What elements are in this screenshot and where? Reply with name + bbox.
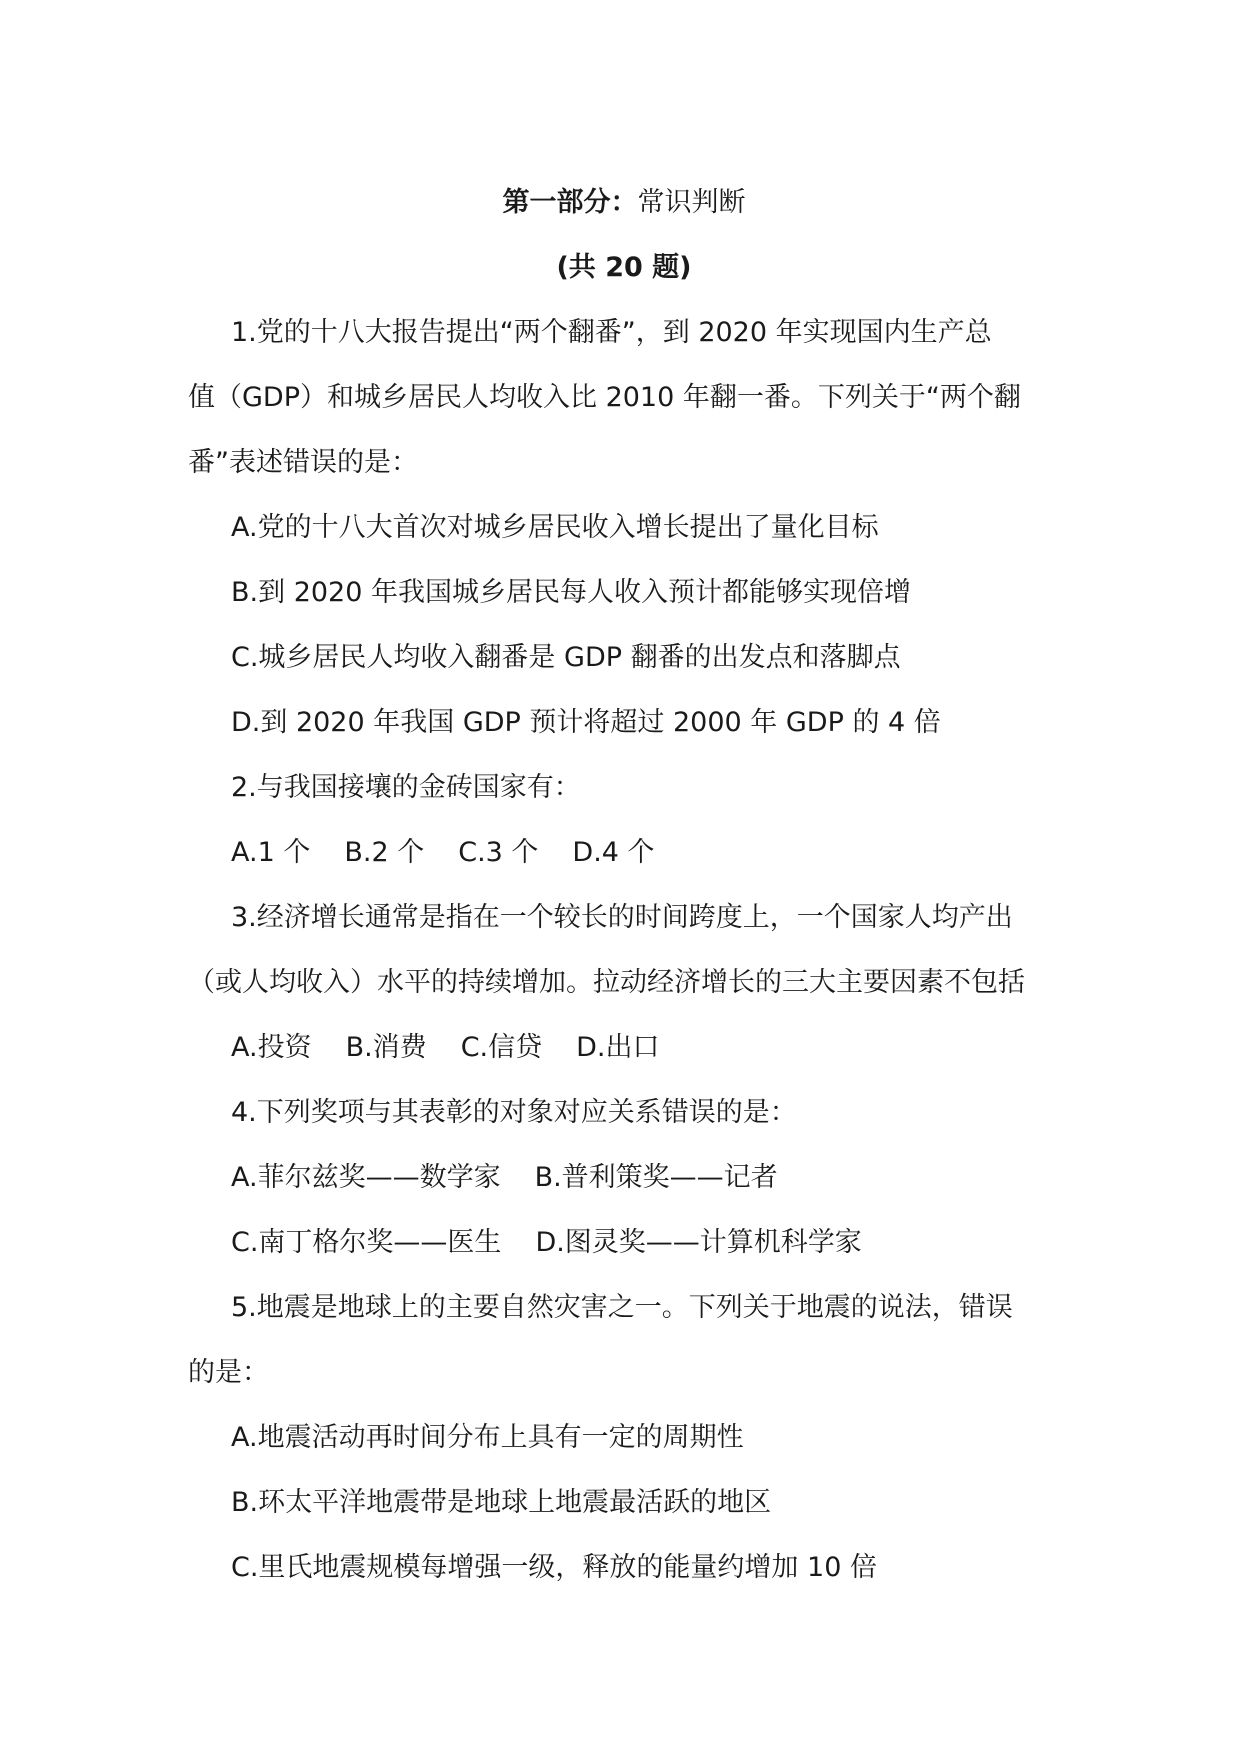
- question-4-option-d: D.图灵奖——计算机科学家: [535, 1227, 862, 1258]
- question-1-option-a: A.党的十八大首次对城乡居民收入增长提出了量化目标: [231, 512, 879, 543]
- question-3-line-1: 3.经济增长通常是指在一个较长的时间跨度上，一个国家人均产出: [231, 902, 1013, 933]
- exam-page: [188, 170, 1060, 1600]
- question-4-option-c: C.南丁格尔奖——医生: [231, 1227, 502, 1258]
- question-4-options-row-2: [188, 1210, 1060, 1275]
- question-2-option-d: D.4 个: [572, 837, 655, 868]
- question-3-options: [188, 1015, 1060, 1080]
- question-2-option-a: A.1 个: [231, 837, 311, 868]
- question-2-option-b: B.2 个: [344, 837, 425, 868]
- section-title-rest: 常识判断: [637, 187, 746, 218]
- question-1-option-d: D.到 2020 年我国 GDP 预计将超过 2000 年 GDP 的 4 倍: [231, 707, 941, 738]
- question-4-line-1: 4.下列奖项与其表彰的对象对应关系错误的是：: [231, 1097, 797, 1128]
- question-3-line-2: （或人均收入）水平的持续增加。拉动经济增长的三大主要因素不包括: [188, 967, 1025, 998]
- question-4-option-a: A.菲尔兹奖——数学家: [231, 1162, 501, 1193]
- question-2-options: [188, 820, 1060, 885]
- question-1-option-c: C.城乡居民人均收入翻番是 GDP 翻番的出发点和落脚点: [231, 642, 901, 673]
- question-2-option-c: C.3 个: [458, 837, 539, 868]
- question-1-line-3: 番”表述错误的是：: [188, 447, 418, 478]
- section-title: [188, 170, 1060, 235]
- question-5-line-1: 5.地震是地球上的主要自然灾害之一。下列关于地震的说法，错误: [231, 1292, 1013, 1323]
- question-5-option-c: C.里氏地震规模每增强一级，释放的能量约增加 10 倍: [231, 1552, 877, 1583]
- question-2-line-1: 2.与我国接壤的金砖国家有：: [231, 772, 581, 803]
- question-3-option-b: B.消费: [345, 1032, 427, 1063]
- question-1-option-b: B.到 2020 年我国城乡居民每人收入预计都能够实现倍增: [231, 577, 911, 608]
- question-3-option-a: A.投资: [231, 1032, 312, 1063]
- question-1-line-1: 1.党的十八大报告提出“两个翻番”，到 2020 年实现国内生产总: [231, 317, 992, 348]
- section-title-bold: 第一部分：: [502, 187, 638, 218]
- question-3-option-c: C.信贷: [460, 1032, 543, 1063]
- question-3-option-d: D.出口: [576, 1032, 660, 1063]
- question-4-options-row-1: [188, 1145, 1060, 1210]
- question-5-line-2: 的是：: [188, 1357, 269, 1388]
- question-4-option-b: B.普利策奖——记者: [534, 1162, 778, 1193]
- question-1-line-2: 值（GDP）和城乡居民人均收入比 2010 年翻一番。下列关于“两个翻: [188, 382, 1021, 413]
- question-5-option-b: B.环太平洋地震带是地球上地震最活跃的地区: [231, 1487, 772, 1518]
- question-5-option-a: A.地震活动再时间分布上具有一定的周期性: [231, 1422, 744, 1453]
- section-count: (共 20 题): [556, 252, 692, 283]
